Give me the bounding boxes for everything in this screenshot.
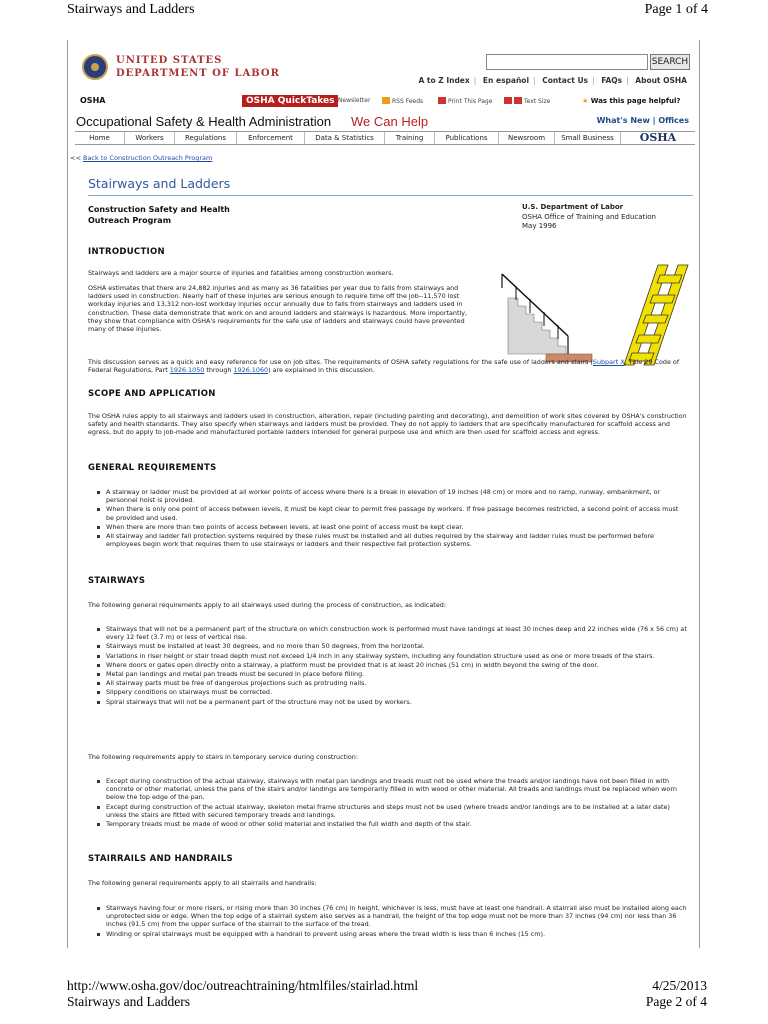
dol-seal-icon[interactable] [82, 54, 108, 80]
list-item: Except during construction of the actual stairway, skeleton metal frame structures and steps must not be used (where treads and/or landings are to be installed at a later date) unless the stairs are fitted with secured temporary treads and landings. [106, 803, 688, 819]
dol-wordmark[interactable] [116, 54, 280, 80]
nav-data-statistics[interactable]: Data & Statistics [305, 132, 385, 144]
program-title [88, 204, 230, 226]
stairways-heading: STAIRWAYS [88, 576, 146, 586]
print-icon [438, 97, 446, 104]
list-item: Spiral stairways that will not be a permanent part of the structure may not be used by workers. [106, 698, 688, 706]
list-item: All stairway and ladder fall protection systems required by these rules must be installed and all duties required by the stairway and ladder rules must be performed before employees begin work that requires them to use stairways or ladders and their respective fall protection systems. [106, 532, 688, 548]
dept-date: May 1996 [522, 222, 557, 230]
print-header-title: Stairways and Ladders [67, 2, 195, 17]
link-1926-1050[interactable]: 1926.1050 [169, 366, 205, 375]
stairrails-heading: STAIRRAILS AND HANDRAILS [88, 854, 233, 864]
star-icon: ★ [582, 97, 589, 105]
print-link[interactable]: Print This Page [438, 97, 492, 105]
stairways-intro: The following general requirements apply to all stairways used during the process of construction, as indicated: [88, 601, 446, 609]
dept-line2: OSHA Office of Training and Education [522, 212, 656, 221]
link-contact-us[interactable]: Contact Us [542, 76, 589, 85]
osha-nav-logo[interactable]: OSHA [639, 131, 677, 144]
list-item: Where doors or gates open directly onto a stairway, a platform must be provided that is at least 20 inches (51 cm) in width beyond the swing of the door. [106, 661, 688, 669]
general-list [88, 488, 688, 549]
subpart-x-link[interactable]: Subpart X [592, 358, 625, 366]
back-to-outreach-link[interactable]: Back to Construction Outreach Program [82, 154, 213, 162]
list-item: A stairway or ladder must be provided at all worker points of access where there is a break in elevation of 19 inches (48 cm) or more and no ramp, runway, embankment, or personnel hoist is provided. [106, 488, 688, 504]
nav-home[interactable]: Home [75, 132, 125, 144]
program-line2: Outreach Program [88, 216, 172, 225]
list-item: Variations in riser height or stair tread depth must not exceed 1/4 inch in any stairway system, including any foundation structure used as one or more treads of the stairs. [106, 652, 688, 660]
newsletter-link[interactable]: Newsletter [338, 97, 371, 104]
quicktakes-link[interactable]: OSHA QuickTakes [242, 95, 338, 107]
list-item: Temporary treads must be made of wood or other solid material and installed the full width and depth of the stair. [106, 820, 688, 828]
whats-new-links[interactable]: What's New | Offices [596, 116, 689, 125]
text-size-control[interactable]: Text Size [504, 97, 550, 105]
back-link-prefix: << [70, 154, 81, 162]
ladder-illustration [616, 263, 691, 367]
intro-paragraph-1: Stairways and ladders are a major source of injuries and fatalities among construction workers. [88, 269, 394, 277]
search-button[interactable]: SEARCH [650, 54, 690, 70]
dept-line1: U.S. Department of Labor [522, 203, 624, 211]
dol-line1: UNITED STATES [116, 55, 223, 66]
nav-training[interactable]: Training [385, 132, 435, 144]
search-input[interactable] [486, 54, 648, 70]
rss-icon [382, 97, 390, 104]
scope-paragraph: The OSHA rules apply to all stairways and ladders used in construction, alteration, repair (including painting and decorating), and demolition of work sites covered by OSHA's construction safety and health standards. They also specify when stairways and ladders must be provided. They do not apply to ladders that are specifically manufactured for scaffold access and egress, but do apply to job-made and manufactured portable ladders intended for general purpose use and which are then used for scaffold access and egress. [88, 412, 687, 437]
footer-page: Page 2 of 4 [645, 994, 707, 1009]
scope-heading: SCOPE AND APPLICATION [88, 389, 216, 399]
list-item: When there is only one point of access between levels, it must be kept clear to permit free passage by workers. If free passage becomes restricted, a second point of access must be provided and used. [106, 505, 688, 521]
text-smaller-icon[interactable] [504, 97, 512, 104]
stairway-illustration [498, 270, 594, 365]
rss-link[interactable]: RSS Feeds [382, 97, 423, 105]
title-divider [88, 195, 693, 196]
footer-url: http://www.osha.gov/doc/outreachtraining/htmlfiles/stairlad.html [67, 978, 419, 993]
stairrails-list [88, 904, 688, 939]
list-item: Slippery conditions on stairways must be corrected. [106, 688, 688, 696]
list-item: When there are more than two points of access between levels, at least one point of access must be kept clear. [106, 523, 688, 531]
dol-line2: DEPARTMENT OF LABOR [116, 68, 280, 79]
stairrails-intro: The following general requirements apply to all stairrails and handrails: [88, 879, 317, 887]
link-1926-1060[interactable]: 1926.1060 [233, 366, 269, 375]
temporary-intro: The following requirements apply to stairs in temporary service during construction: [88, 753, 358, 761]
general-heading: GENERAL REQUIREMENTS [88, 463, 217, 473]
web-page-frame [67, 40, 700, 948]
list-item: Stairways must be installed at least 30 degrees, and no more than 50 degrees, from the horizontal. [106, 642, 688, 650]
nav-small-business[interactable]: Small Business [555, 132, 621, 144]
footer-date: 4/25/2013 [652, 978, 707, 993]
program-line1: Construction Safety and Health [88, 205, 230, 214]
print-header-page: Page 1 of 4 [644, 2, 708, 17]
nav-enforcement[interactable]: Enforcement [237, 132, 305, 144]
list-item: All stairway parts must be free of dangerous projections such as protruding nails. [106, 679, 688, 687]
print-header [0, 0, 768, 22]
list-item: Stairways having four or more risers, or rising more than 30 inches (76 cm) in height, whichever is less, must have at least one handrail. A stairrail also must be installed along each unprotected side or edge. When the top edge of a stairrail system also serves as a handrail, the height of the top edge must not be more than 37 inches (94 cm) nor less than 36 inches (91.5 cm) from the upper surface of the stairrail to the surface of the tread. [106, 904, 687, 929]
list-item: Metal pan landings and metal pan treads must be secured in place before filling. [106, 670, 688, 678]
temporary-list [88, 777, 688, 829]
helpful-link[interactable]: ★ Was this page helpful? [582, 97, 681, 105]
dept-info [522, 203, 656, 232]
page-title: Stairways and Ladders [88, 176, 231, 191]
footer-title: Stairways and Ladders [67, 994, 190, 1009]
intro-heading: INTRODUCTION [88, 247, 165, 257]
link-faqs[interactable]: FAQs [601, 76, 623, 85]
link-a-to-z[interactable]: A to Z Index [418, 76, 470, 85]
nav-newsroom[interactable]: Newsroom [499, 132, 555, 144]
masthead [68, 40, 699, 130]
stairways-list [88, 625, 688, 707]
list-item: Stairways that will not be a permanent part of the structure on which construction work is performed must have landings at least 30 inches deep and 22 inches wide (76 x 56 cm) at every 12 feet (3.7 m) or less of vertical rise. [106, 625, 687, 642]
text-larger-icon[interactable] [514, 97, 522, 104]
main-nav [75, 131, 695, 145]
nav-workers[interactable]: Workers [125, 132, 175, 144]
nav-regulations[interactable]: Regulations [175, 132, 237, 144]
nav-publications[interactable]: Publications [435, 132, 499, 144]
agency-title[interactable]: Occupational Safety & Health Administration [76, 114, 332, 129]
link-en-espanol[interactable]: En español [482, 76, 530, 85]
list-item: Except during construction of the actual stairway, stairways with metal pan landings and treads must not be used where the treads and/or landings have not been filled in with concrete or other material, unless the pans of the stairs and/or landings are temporarily filled in with wood or other material. All treads and landings must be replaced when worn below the top edge of the pan. [106, 777, 688, 802]
intro-paragraph-3: This discussion serves as a quick and easy reference for use on job sites. The requirements of OSHA safety regulations for the safe use of ladders and stairs (Subpart X, Title 29 Code of Federal Regulations, Part 1926.1050 through 1926.1060) are explained in this discussion. [88, 358, 680, 375]
link-about-osha[interactable]: About OSHA [635, 76, 687, 85]
utility-links: A to Z Index | En español | Contact Us | FAQs | About OSHA [418, 76, 687, 85]
print-footer [67, 978, 707, 1010]
we-can-help-link[interactable]: We Can Help [351, 114, 429, 129]
list-item: Winding or spiral stairways must be equipped with a handrail to prevent using areas where the tread width is less than 6 inches (15 cm). [106, 930, 688, 938]
intro-paragraph-2: OSHA estimates that there are 24,882 injuries and as many as 36 fatalities per year due to falls from stairways and ladders used in construction. Nearly half of these injuries are serious enough to require time off the job--11,570 lost workday injuries and 13,312 non-lost workday injuries occur annually due to falls from stairways and ladders used in construction. These data demonstrate that work on and around ladders and stairways is hazardous. More importantly, they show that compliance with OSHA's requirements for the safe use of ladders and stairways could have prevented many of these injuries. [88, 284, 468, 334]
osha-label[interactable]: OSHA [80, 96, 106, 105]
back-link [70, 154, 212, 162]
